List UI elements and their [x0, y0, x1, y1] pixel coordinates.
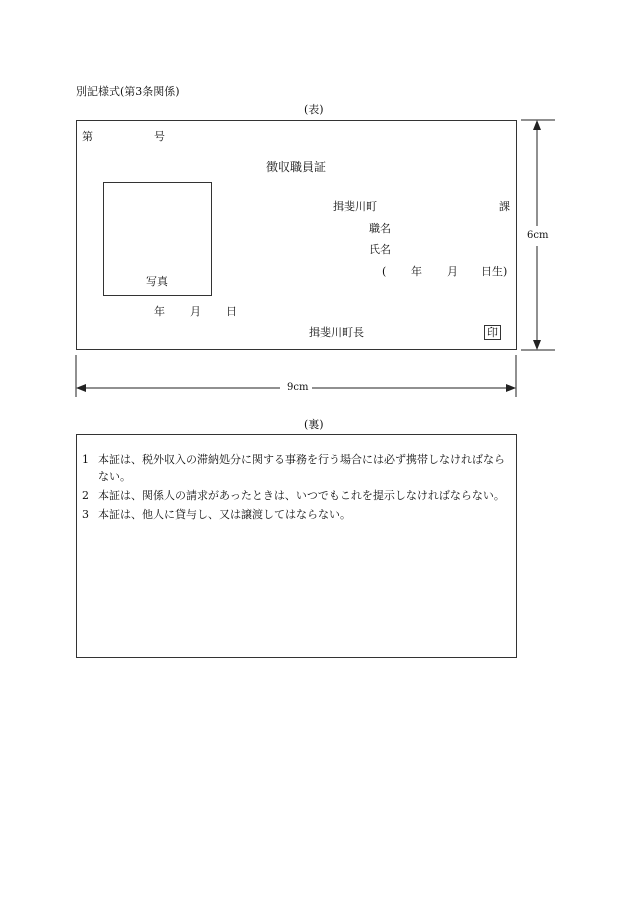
note-text: 本証は、関係人の請求があったときは、いつでもこれを提示しなければならない。 — [98, 489, 505, 502]
height-label: 6cm — [527, 230, 549, 241]
height-arrow-bottom — [533, 340, 541, 350]
department-town: 揖斐川町 — [333, 200, 377, 213]
width-arrow-right — [506, 384, 516, 392]
note-item — [82, 487, 510, 504]
card-title: 徴収職員証 — [266, 160, 327, 174]
note-text: 本証は、他人に貸与し、又は譲渡してはならない。 — [98, 508, 351, 521]
birth-month: 月 — [447, 265, 458, 278]
position-label: 職名 — [369, 222, 391, 235]
number-prefix: 第 — [82, 130, 93, 143]
photo-label: 写真 — [146, 275, 168, 288]
note-number: 2 — [82, 489, 89, 502]
width-label: 9cm — [287, 382, 309, 393]
notes-list — [82, 451, 510, 525]
note-text: 本証は、税外収入の滞納処分に関する事務を行う場合には必ず携帯しなければならない。 — [98, 453, 505, 483]
note-item — [82, 506, 510, 523]
width-arrow-left — [76, 384, 86, 392]
back-side-label: (裏) — [304, 418, 324, 431]
front-side-label: (表) — [304, 103, 324, 116]
seal-stamp: 印 — [484, 325, 501, 340]
form-title: 別記様式(第3条関係) — [76, 85, 180, 98]
issue-year: 年 — [154, 305, 165, 318]
birth-day: 日生) — [481, 265, 508, 278]
height-arrow-top — [533, 120, 541, 130]
name-label: 氏名 — [369, 243, 391, 256]
birth-open-paren: ( — [382, 265, 387, 278]
note-number: 1 — [82, 453, 89, 466]
issue-month: 月 — [190, 305, 201, 318]
note-number: 3 — [82, 508, 89, 521]
note-item — [82, 451, 510, 485]
issuer-name: 揖斐川町長 — [309, 326, 364, 339]
number-suffix: 号 — [154, 130, 165, 143]
department-suffix: 課 — [499, 200, 510, 213]
birth-year: 年 — [411, 265, 422, 278]
issue-day: 日 — [226, 305, 237, 318]
